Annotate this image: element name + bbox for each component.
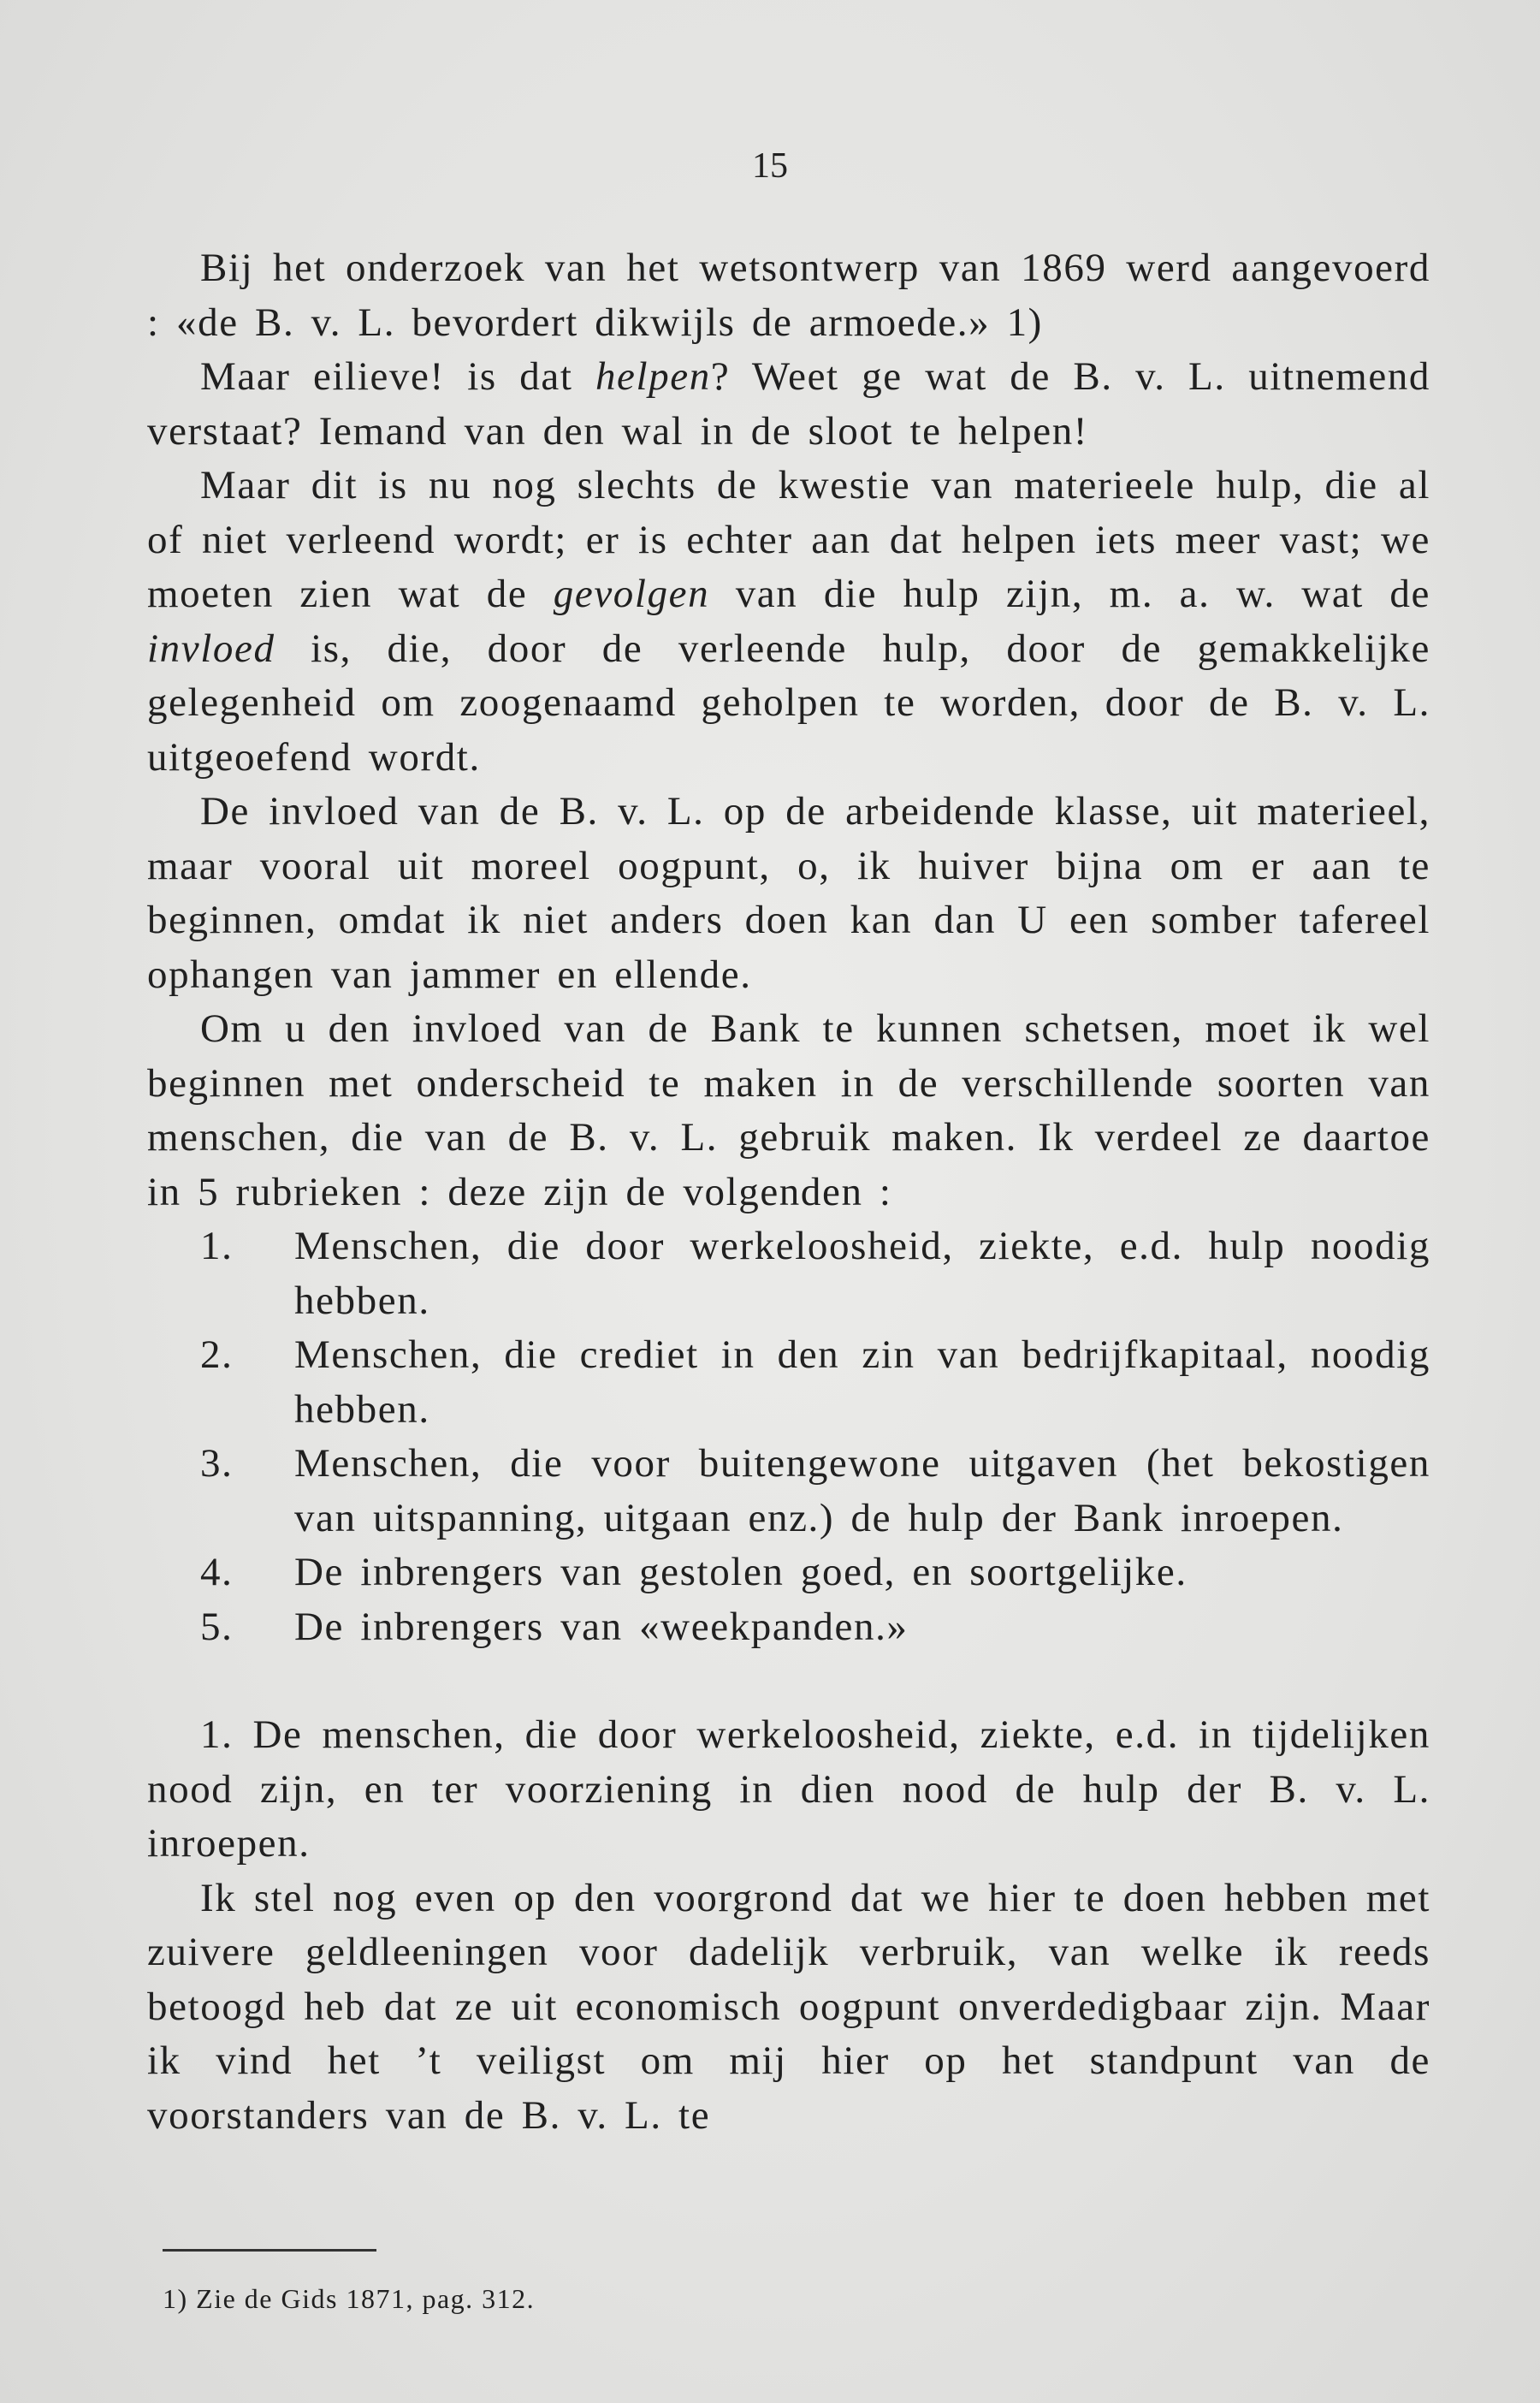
paragraph-invloed-arbeidende-klasse: De invloed van de B. v. L. op de arbeidende klasse, uit materieel, maar vooral uit moreel oogpunt, o, ik huiver bijna om er aan te beginnen, omdat ik niet anders doen kan dan U een somber tafereel ophangen van jammer en ellende.: [147, 789, 1430, 997]
paragraph-part: is, die, door de verleende hulp, door de gemakkelijke gelegenheid om zoogenaamd geholpen te worden, door de B. v. L. uitgeoefend wordt.: [147, 626, 1430, 780]
paragraph-geldleeningen: Ik stel nog even op den voorgrond dat we hier te doen hebben met zuivere geldleeningen voor dadelijk verbruik, van welke ik reeds betoogd heb dat ze uit economisch oogpunt onverdedigbaar zijn. Maar ik vind het ’t veiligst om mij hier op het standpunt van de voorstanders van de B. v. L. te: [147, 1875, 1430, 2138]
rubrieken-list: [147, 1219, 1430, 1654]
list-item-number: 2.: [200, 1332, 234, 1377]
emphasis-gevolgen: gevolgen: [553, 572, 710, 616]
paragraph-helpen-part: ? Weet ge wat de B. v. L. uitnemend verstaat? Iemand van den wal in de sloot te helpen!: [147, 354, 1430, 454]
paragraph-rubrieken: Om u den invloed van de Bank te kunnen schetsen, moet ik wel beginnen met onderscheid te maken in de verschillende soorten van menschen, die van de B. v. L. gebruik maken. Ik verdeel ze daartoe in 5 rubrieken : deze zijn de volgenden :: [147, 1006, 1430, 1214]
list-item-number: 5.: [200, 1604, 234, 1649]
list-item: [147, 1437, 1430, 1546]
list-item: [147, 1600, 1430, 1655]
footnote-divider: [163, 2249, 376, 2252]
list-item-text: Menschen, die voor buitengewone uitgaven (het bekostigen van uitspanning, uitgaan enz.) de hulp der Bank inroepen.: [294, 1441, 1430, 1540]
paragraph-materieele-hulp: [147, 459, 1430, 785]
emphasis-invloed: invloed: [147, 626, 275, 671]
list-item: [147, 1546, 1430, 1600]
list-item: [147, 1219, 1430, 1328]
paragraph-helpen: [147, 350, 1430, 459]
paragraph-wetsontwerp: Bij het onderzoek van het wetsontwerp van 1869 werd aangevoerd : «de B. v. L. bevordert dikwijls de armoede.» 1): [147, 246, 1430, 345]
paragraph-part: Maar dit is nu nog slechts de kwestie van materieele hulp, die al of niet verleend wordt; er is echter aan dat helpen iets meer vast; we moeten zien wat de: [147, 463, 1430, 616]
list-item: [147, 1328, 1430, 1437]
list-item-text: Menschen, die door werkeloosheid, ziekte, e.d. hulp noodig hebben.: [294, 1224, 1430, 1323]
paragraph-helpen-part: Maar eilieve! is dat: [200, 354, 595, 399]
emphasis-helpen: helpen: [595, 354, 711, 399]
footnote: 1) Zie de Gids 1871, pag. 312.: [163, 2283, 536, 2314]
list-item-number: 1.: [200, 1224, 234, 1268]
paragraph-part: van die hulp zijn, m. a. w. wat de: [709, 572, 1430, 616]
page-number: 15: [752, 146, 788, 186]
list-item-text: De inbrengers van gestolen goed, en soortgelijke.: [294, 1550, 1188, 1594]
body-text: [147, 241, 1430, 2143]
list-item-text: De inbrengers van «weekpanden.»: [294, 1604, 909, 1649]
list-item-text: Menschen, die crediet in den zin van bedrijfkapitaal, noodig hebben.: [294, 1332, 1430, 1432]
list-item-number: 3.: [200, 1441, 234, 1486]
paragraph-section-1-heading: 1. De menschen, die door werkeloosheid, ziekte, e.d. in tijdelijken nood zijn, en ter voorziening in dien nood de hulp der B. v. L. inroepen.: [147, 1712, 1430, 1866]
list-item-number: 4.: [200, 1550, 234, 1594]
section-spacer: [147, 1654, 1430, 1708]
